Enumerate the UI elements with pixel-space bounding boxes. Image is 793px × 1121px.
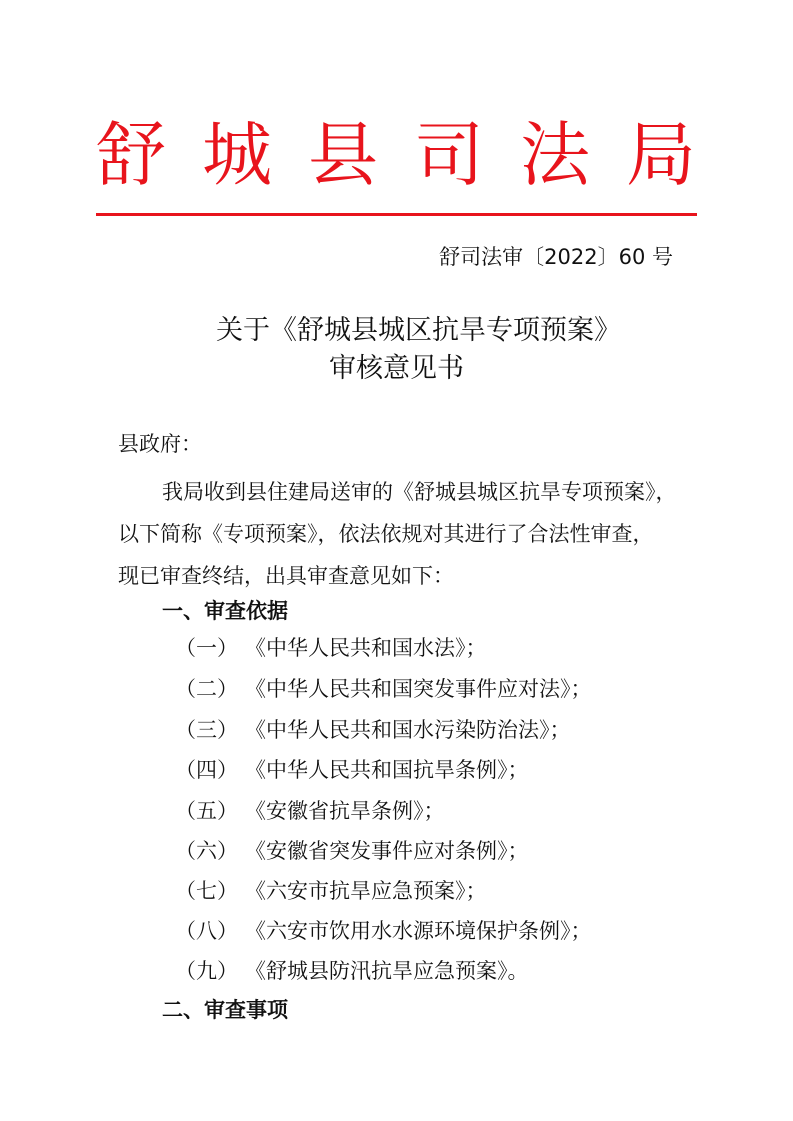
basis-item-number: （六） (175, 839, 238, 863)
basis-item-number: （四） (175, 758, 238, 782)
masthead-char: 司 (414, 114, 484, 196)
basis-item-text: 《中华人民共和国突发事件应对法》； (245, 677, 592, 701)
masthead-char: 法 (520, 114, 590, 196)
basis-item-number: （五） (175, 799, 238, 823)
section-heading-basis: 一、审查依据 (162, 599, 288, 623)
section-heading-review-items: 二、审查事项 (162, 998, 288, 1022)
masthead-title (96, 112, 696, 198)
basis-item-text: 《中华人民共和国水法》； (245, 636, 487, 660)
basis-item (175, 633, 487, 663)
basis-item-number: （七） (175, 879, 238, 903)
basis-item-text: 《中华人民共和国抗旱条例》； (245, 758, 529, 782)
intro-line-3: 现已审查终结，出具审查意见如下： (118, 564, 454, 588)
document-title-line-1: 关于《舒城县城区抗旱专项预案》 (216, 315, 621, 346)
basis-item-number: （二） (175, 677, 238, 701)
salutation: 县政府： (118, 432, 202, 456)
basis-item (175, 916, 592, 946)
basis-item-text: 《舒城县防汛抗旱应急预案》。 (245, 959, 529, 983)
masthead-char: 县 (308, 114, 378, 196)
basis-item-text: 《中华人民共和国水污染防治法》； (245, 718, 571, 742)
intro-line-2: 以下简称《专项预案》，依法依规对其进行了合法性审查， (118, 522, 654, 546)
document-title-line-2: 审核意见书 (329, 353, 464, 384)
document-number: 舒司法审〔2022〕60 号 (439, 245, 673, 269)
basis-item-text: 《六安市抗旱应急预案》； (245, 879, 487, 903)
masthead-char: 城 (202, 114, 272, 196)
masthead-char: 舒 (96, 114, 166, 196)
basis-item-number: （九） (175, 959, 238, 983)
red-divider-line (96, 213, 697, 216)
basis-item (175, 715, 571, 745)
basis-item-text: 《六安市饮用水水源环境保护条例》； (245, 919, 592, 943)
basis-item-text: 《安徽省突发事件应对条例》； (245, 839, 529, 863)
basis-item (175, 956, 529, 986)
basis-item-number: （一） (175, 636, 238, 660)
basis-item (175, 674, 592, 704)
basis-item-number: （八） (175, 919, 238, 943)
basis-item-number: （三） (175, 718, 238, 742)
intro-line-1: 我局收到县住建局送审的《舒城县城区抗旱专项预案》， (162, 480, 677, 504)
basis-item-text: 《安徽省抗旱条例》； (245, 799, 445, 823)
basis-item (175, 836, 529, 866)
basis-item (175, 755, 529, 785)
basis-item (175, 876, 487, 906)
masthead-char: 局 (626, 114, 696, 196)
basis-item (175, 796, 445, 826)
